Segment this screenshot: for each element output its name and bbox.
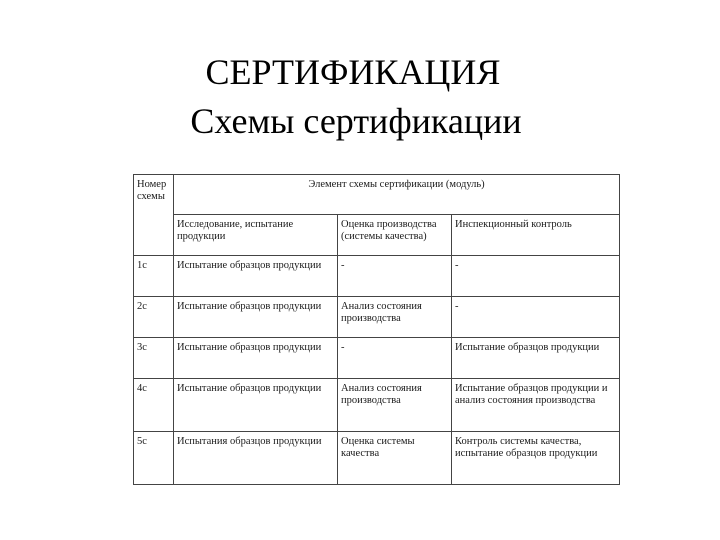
- header-scheme-number: Номер схемы: [134, 175, 174, 256]
- table-row: [134, 379, 620, 432]
- slide-subtitle: Схемы сертификации: [190, 101, 522, 141]
- certification-schemes-table: [133, 174, 620, 485]
- production-cell: Оценка системы качества: [338, 432, 452, 485]
- inspection-cell: -: [452, 256, 620, 297]
- production-cell: Анализ состояния производства: [338, 297, 452, 338]
- production-cell: -: [338, 338, 452, 379]
- inspection-cell: Испытание образцов продукции: [452, 338, 620, 379]
- scheme-number: 4с: [134, 379, 174, 432]
- inspection-cell: Испытание образцов продукции и анализ состояния производства: [452, 379, 620, 432]
- scheme-number: 3с: [134, 338, 174, 379]
- scheme-number: 1с: [134, 256, 174, 297]
- research-cell: Испытание образцов продукции: [174, 297, 338, 338]
- production-cell: -: [338, 256, 452, 297]
- table-row: [134, 297, 620, 338]
- scheme-number: 5с: [134, 432, 174, 485]
- header-inspection: Инспекционный контроль: [452, 215, 620, 256]
- header-scheme-element: Элемент схемы сертификации (модуль): [174, 175, 620, 215]
- table-header-row: [134, 175, 620, 215]
- research-cell: Испытания образцов продукции: [174, 432, 338, 485]
- inspection-cell: -: [452, 297, 620, 338]
- production-cell: Анализ состояния производства: [338, 379, 452, 432]
- inspection-cell: Контроль системы качества, испытание образцов продукции: [452, 432, 620, 485]
- table-crop-edge: [132, 489, 622, 540]
- scheme-number: 2с: [134, 297, 174, 338]
- header-research: Исследование, испытание продукции: [174, 215, 338, 256]
- research-cell: Испытание образцов продукции: [174, 379, 338, 432]
- research-cell: Испытание образцов продукции: [174, 338, 338, 379]
- header-production: Оценка производства (системы качества): [338, 215, 452, 256]
- table-row: [134, 338, 620, 379]
- table-row: [134, 432, 620, 485]
- research-cell: Испытание образцов продукции: [174, 256, 338, 297]
- slide-title: СЕРТИФИКАЦИЯ: [205, 52, 501, 92]
- table-subheader-row: [134, 215, 620, 256]
- table-row: [134, 256, 620, 297]
